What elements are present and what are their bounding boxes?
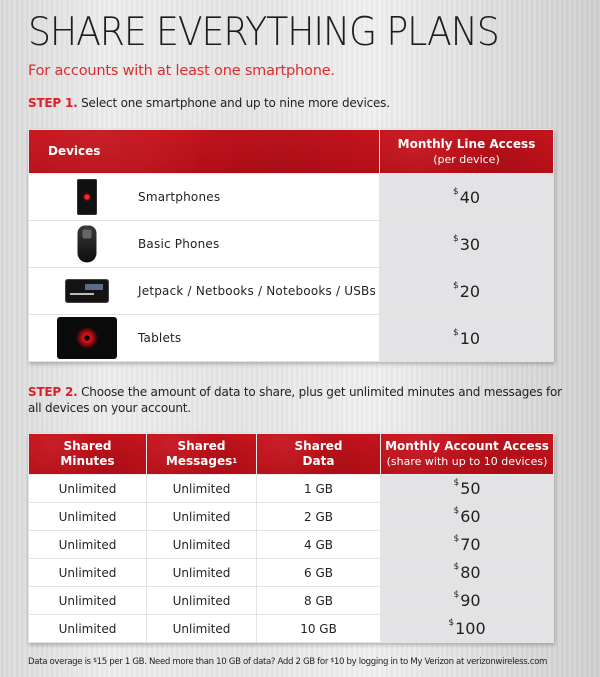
price-value: 80: [460, 563, 481, 582]
table-row: [29, 174, 554, 221]
header-line: Shared: [63, 439, 112, 453]
price-cell: [380, 315, 554, 362]
minutes-cell: Unlimited: [29, 615, 147, 643]
jetpack-icon: [65, 279, 109, 303]
header-line: Messages: [165, 454, 233, 468]
data-cell: 6 GB: [257, 559, 381, 587]
currency-symbol: $: [452, 327, 459, 338]
smartphone-icon: [77, 179, 97, 215]
price-cell: [380, 268, 554, 315]
header-line: Monthly Account Access: [385, 439, 549, 453]
header-line: Shared: [177, 439, 226, 453]
monthly-line-access-header: [380, 130, 554, 174]
table-row: [29, 559, 554, 587]
shared-messages-header: [147, 434, 257, 475]
data-cell: 8 GB: [257, 587, 381, 615]
step2-instruction: [28, 384, 568, 416]
table-row: [29, 531, 554, 559]
monthly-account-access-header: [381, 434, 554, 475]
price-cell: [381, 475, 554, 503]
footnote-text: 10 by logging in to My Verizon at: [333, 657, 467, 667]
table-row: [29, 475, 554, 503]
step2-text: Choose the amount of data to share, plus get unlimited minutes and messages for all devices on your account.: [28, 385, 562, 415]
messages-cell: Unlimited: [147, 531, 257, 559]
data-cell: 2 GB: [257, 503, 381, 531]
table-row: [29, 315, 554, 362]
device-cell: [29, 315, 380, 362]
currency-symbol: $: [453, 506, 460, 516]
price-cell: [380, 174, 554, 221]
price-cell: [380, 221, 554, 268]
step1-instruction: [28, 95, 390, 111]
shared-data-header: [257, 434, 381, 475]
minutes-cell: Unlimited: [29, 587, 147, 615]
currency-symbol: $: [452, 280, 459, 291]
verizon-website-link[interactable]: verizonwireless.com: [466, 657, 547, 667]
table-header-row: [29, 434, 554, 475]
per-device-note: (per device): [433, 152, 500, 166]
device-cell: [29, 174, 380, 221]
basic-phone-icon: [78, 226, 97, 263]
step2-label: STEP 2.: [28, 385, 78, 399]
currency-symbol: $: [93, 657, 97, 664]
messages-cell: Unlimited: [147, 503, 257, 531]
shared-minutes-header: [29, 434, 147, 475]
data-cell: 4 GB: [257, 531, 381, 559]
currency-symbol: $: [453, 478, 460, 488]
currency-symbol: $: [330, 657, 334, 664]
table-row: [29, 587, 554, 615]
minutes-cell: Unlimited: [29, 559, 147, 587]
page-subtitle: For accounts with at least one smartphone.: [28, 63, 335, 79]
header-line: Shared: [294, 439, 343, 453]
device-label: Basic Phones: [138, 237, 220, 251]
price-value: 50: [460, 479, 481, 498]
price-value: 40: [459, 187, 481, 207]
header-line: Minutes: [60, 454, 115, 468]
page-title: SHARE EVERYTHING PLANS: [28, 10, 499, 55]
device-label: Jetpack / Netbooks / Notebooks / USBs: [138, 284, 376, 298]
tablet-icon: [57, 317, 117, 359]
price-value: 10: [459, 328, 481, 348]
currency-symbol: $: [453, 562, 460, 572]
device-cell: [29, 221, 380, 268]
device-cell: [29, 268, 380, 315]
price-cell: [381, 615, 554, 643]
monthly-line-access-title: Monthly Line Access: [397, 136, 536, 151]
price-value: 60: [460, 507, 481, 526]
price-value: 30: [459, 234, 481, 254]
price-value: 20: [459, 281, 481, 301]
footnote-text: 15 per 1 GB. Need more than 10 GB of data? Add 2 GB for: [96, 657, 331, 667]
currency-symbol: $: [453, 534, 460, 544]
currency-symbol: $: [448, 618, 455, 628]
data-overage-footnote: [28, 657, 547, 667]
currency-symbol: $: [453, 590, 460, 600]
messages-cell: Unlimited: [147, 559, 257, 587]
currency-symbol: $: [452, 233, 459, 244]
header-line: Data: [302, 454, 335, 468]
price-value: 100: [455, 619, 486, 638]
price-value: 70: [460, 535, 481, 554]
data-cell: 1 GB: [257, 475, 381, 503]
price-cell: [381, 503, 554, 531]
share-devices-note: (share with up to 10 devices): [386, 455, 548, 468]
device-line-access-table: [28, 129, 554, 362]
price-cell: [381, 587, 554, 615]
device-label: Smartphones: [138, 190, 221, 204]
account-access-table: [28, 433, 554, 643]
messages-cell: Unlimited: [147, 475, 257, 503]
table-row: [29, 615, 554, 643]
step1-label: STEP 1.: [28, 96, 78, 110]
price-value: 90: [460, 591, 481, 610]
table-row: [29, 221, 554, 268]
footnote-marker: 1: [232, 457, 238, 465]
footnote-text: Data overage is: [28, 657, 94, 667]
minutes-cell: Unlimited: [29, 531, 147, 559]
step1-text: Select one smartphone and up to nine more devices.: [77, 96, 390, 110]
table-row: [29, 503, 554, 531]
currency-symbol: $: [452, 186, 459, 197]
minutes-cell: Unlimited: [29, 503, 147, 531]
data-cell: 10 GB: [257, 615, 381, 643]
price-cell: [381, 559, 554, 587]
messages-cell: Unlimited: [147, 587, 257, 615]
table-header-row: [29, 130, 554, 174]
price-cell: [381, 531, 554, 559]
devices-column-header: Devices: [29, 130, 380, 174]
table-row: [29, 268, 554, 315]
messages-cell: Unlimited: [147, 615, 257, 643]
device-label: Tablets: [138, 331, 182, 345]
minutes-cell: Unlimited: [29, 475, 147, 503]
